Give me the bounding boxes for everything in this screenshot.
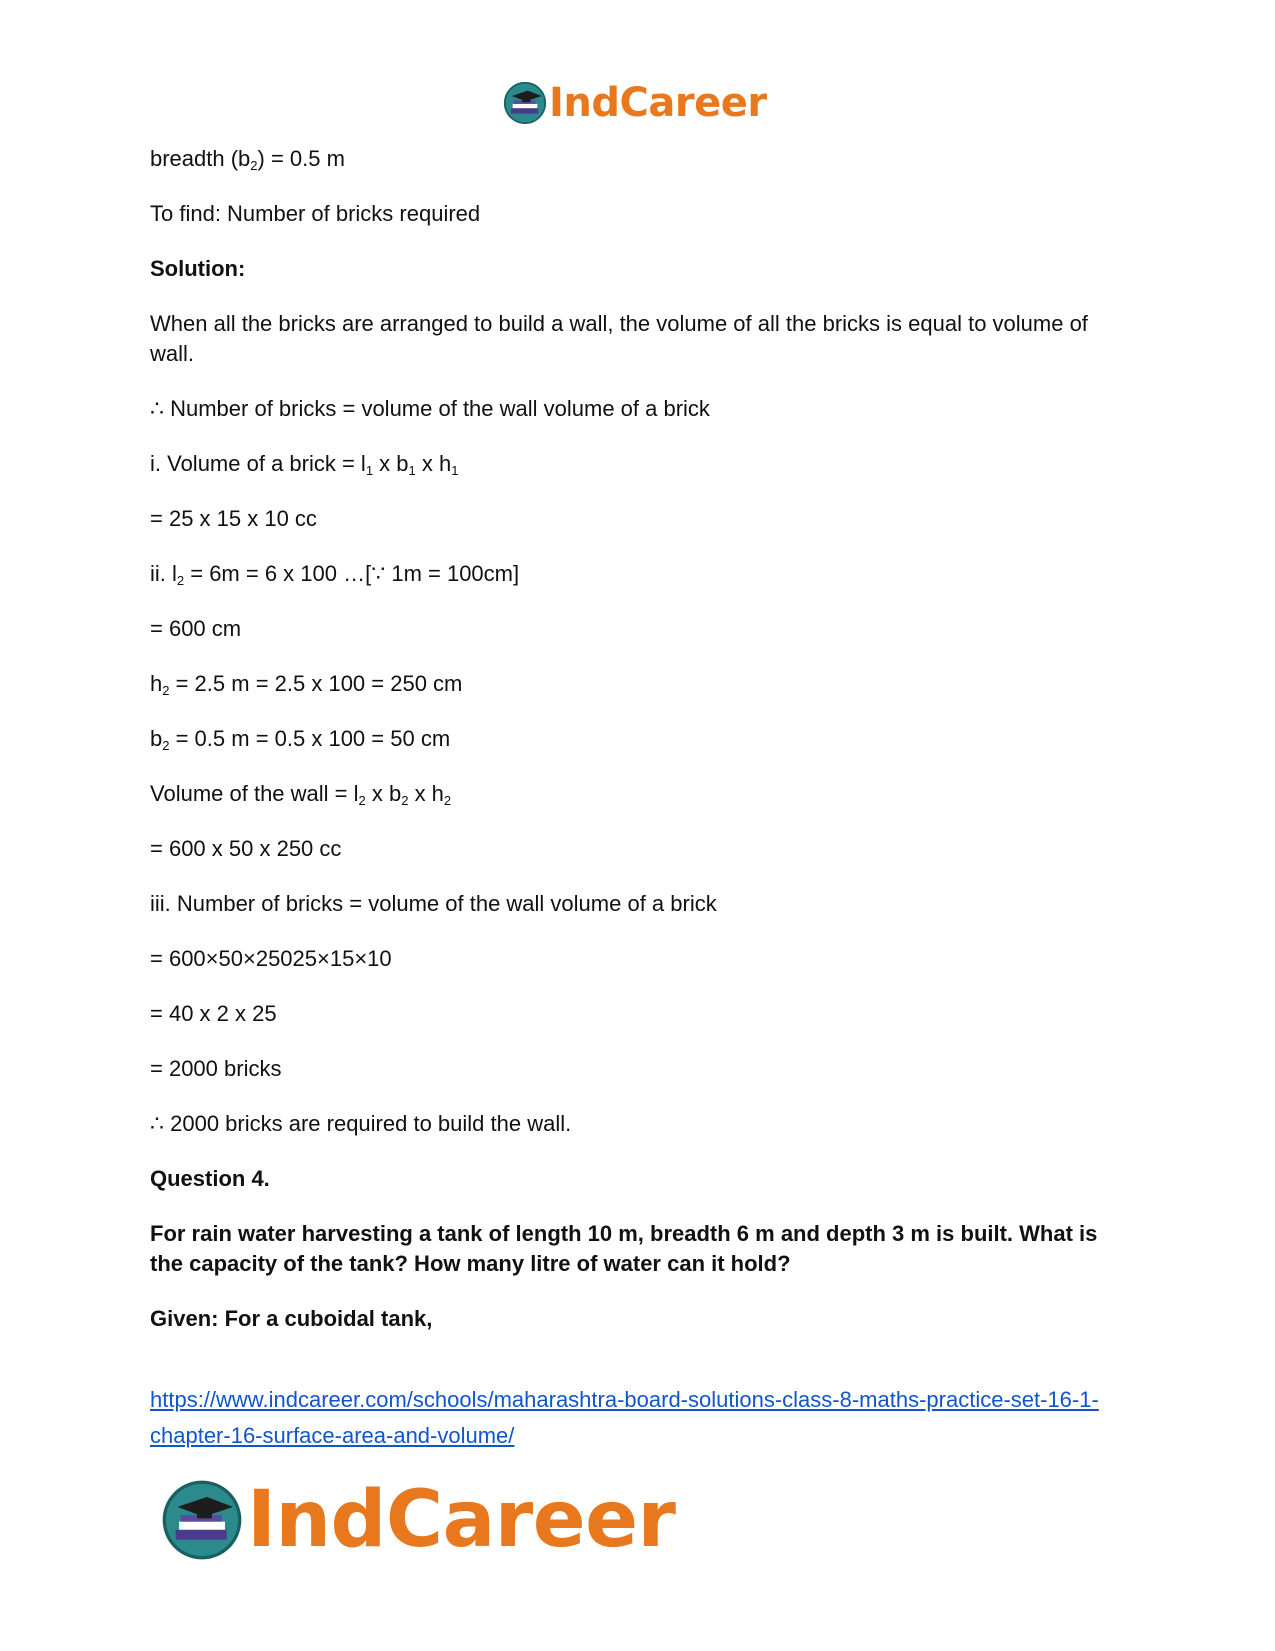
text-line: $h_2 = 2.5$ m = 2.5 x 100 = 250 cm [150,671,463,698]
text-line: = 2000 bricks [150,1056,282,1081]
text-line: To find: Number of bricks required [150,201,481,226]
document-body [150,144,1130,1454]
graduation-book-icon [161,1479,243,1561]
header-logo [503,80,767,126]
text-line: i. Volume of a brick = $l_1$ x $b_1$ x $h_1$ [150,451,459,478]
text-line: $b_2 = 0.5$ m = 0.5 x 100 = 50 cm [150,726,451,753]
text-line: iii. Number of bricks = volume of the wall volume of a brick [150,891,717,916]
question-text: For rain water harvesting a tank of length 10 m, breadth 6 m and depth 3 m is built. What is the capacity of the tank? How many litre of water can it hold? [150,1221,1098,1276]
solution-heading: Solution: [150,256,246,281]
text-paragraph: When all the bricks are arranged to build a wall, the volume of all the bricks is equal to volume of wall. [150,311,1088,366]
text-line: ∴ 2000 bricks are required to build the wall. [150,1111,572,1136]
text-line: ∴ Number of bricks = volume of the wall volume of a brick [150,396,710,421]
logo-wordmark: IndCareer [247,1475,676,1565]
logo-wordmark: IndCareer [549,80,767,126]
text-line: ii. $l_2 = 6m = 6$ x 100 …[∵ 1m = 100cm] [150,561,520,588]
text-line: breadth $(b_2) = 0.5$ m [150,146,345,173]
text-line: = 40 x 2 x 25 [150,1001,277,1026]
source-link[interactable]: https://www.indcareer.com/schools/maharashtra-board-solutions-class-8-maths-practice-set-16-1-chapter-16-surface-area-and-volume/ [150,1387,1099,1448]
text-line: = 600 x 50 x 250 cc [150,836,342,861]
given-heading: Given: For a cuboidal tank, [150,1306,433,1331]
text-line: = 600×50×25025×15×10 [150,946,392,971]
footer-logo [161,1475,676,1565]
text-line: = 25 x 15 x 10 cc [150,506,317,531]
graduation-book-icon [503,81,547,125]
text-line: = 600 cm [150,616,242,641]
question-heading: Question 4. [150,1166,270,1191]
text-line: Volume of the wall = $l_2$ x $b_2$ x $h_2$ [150,781,452,808]
